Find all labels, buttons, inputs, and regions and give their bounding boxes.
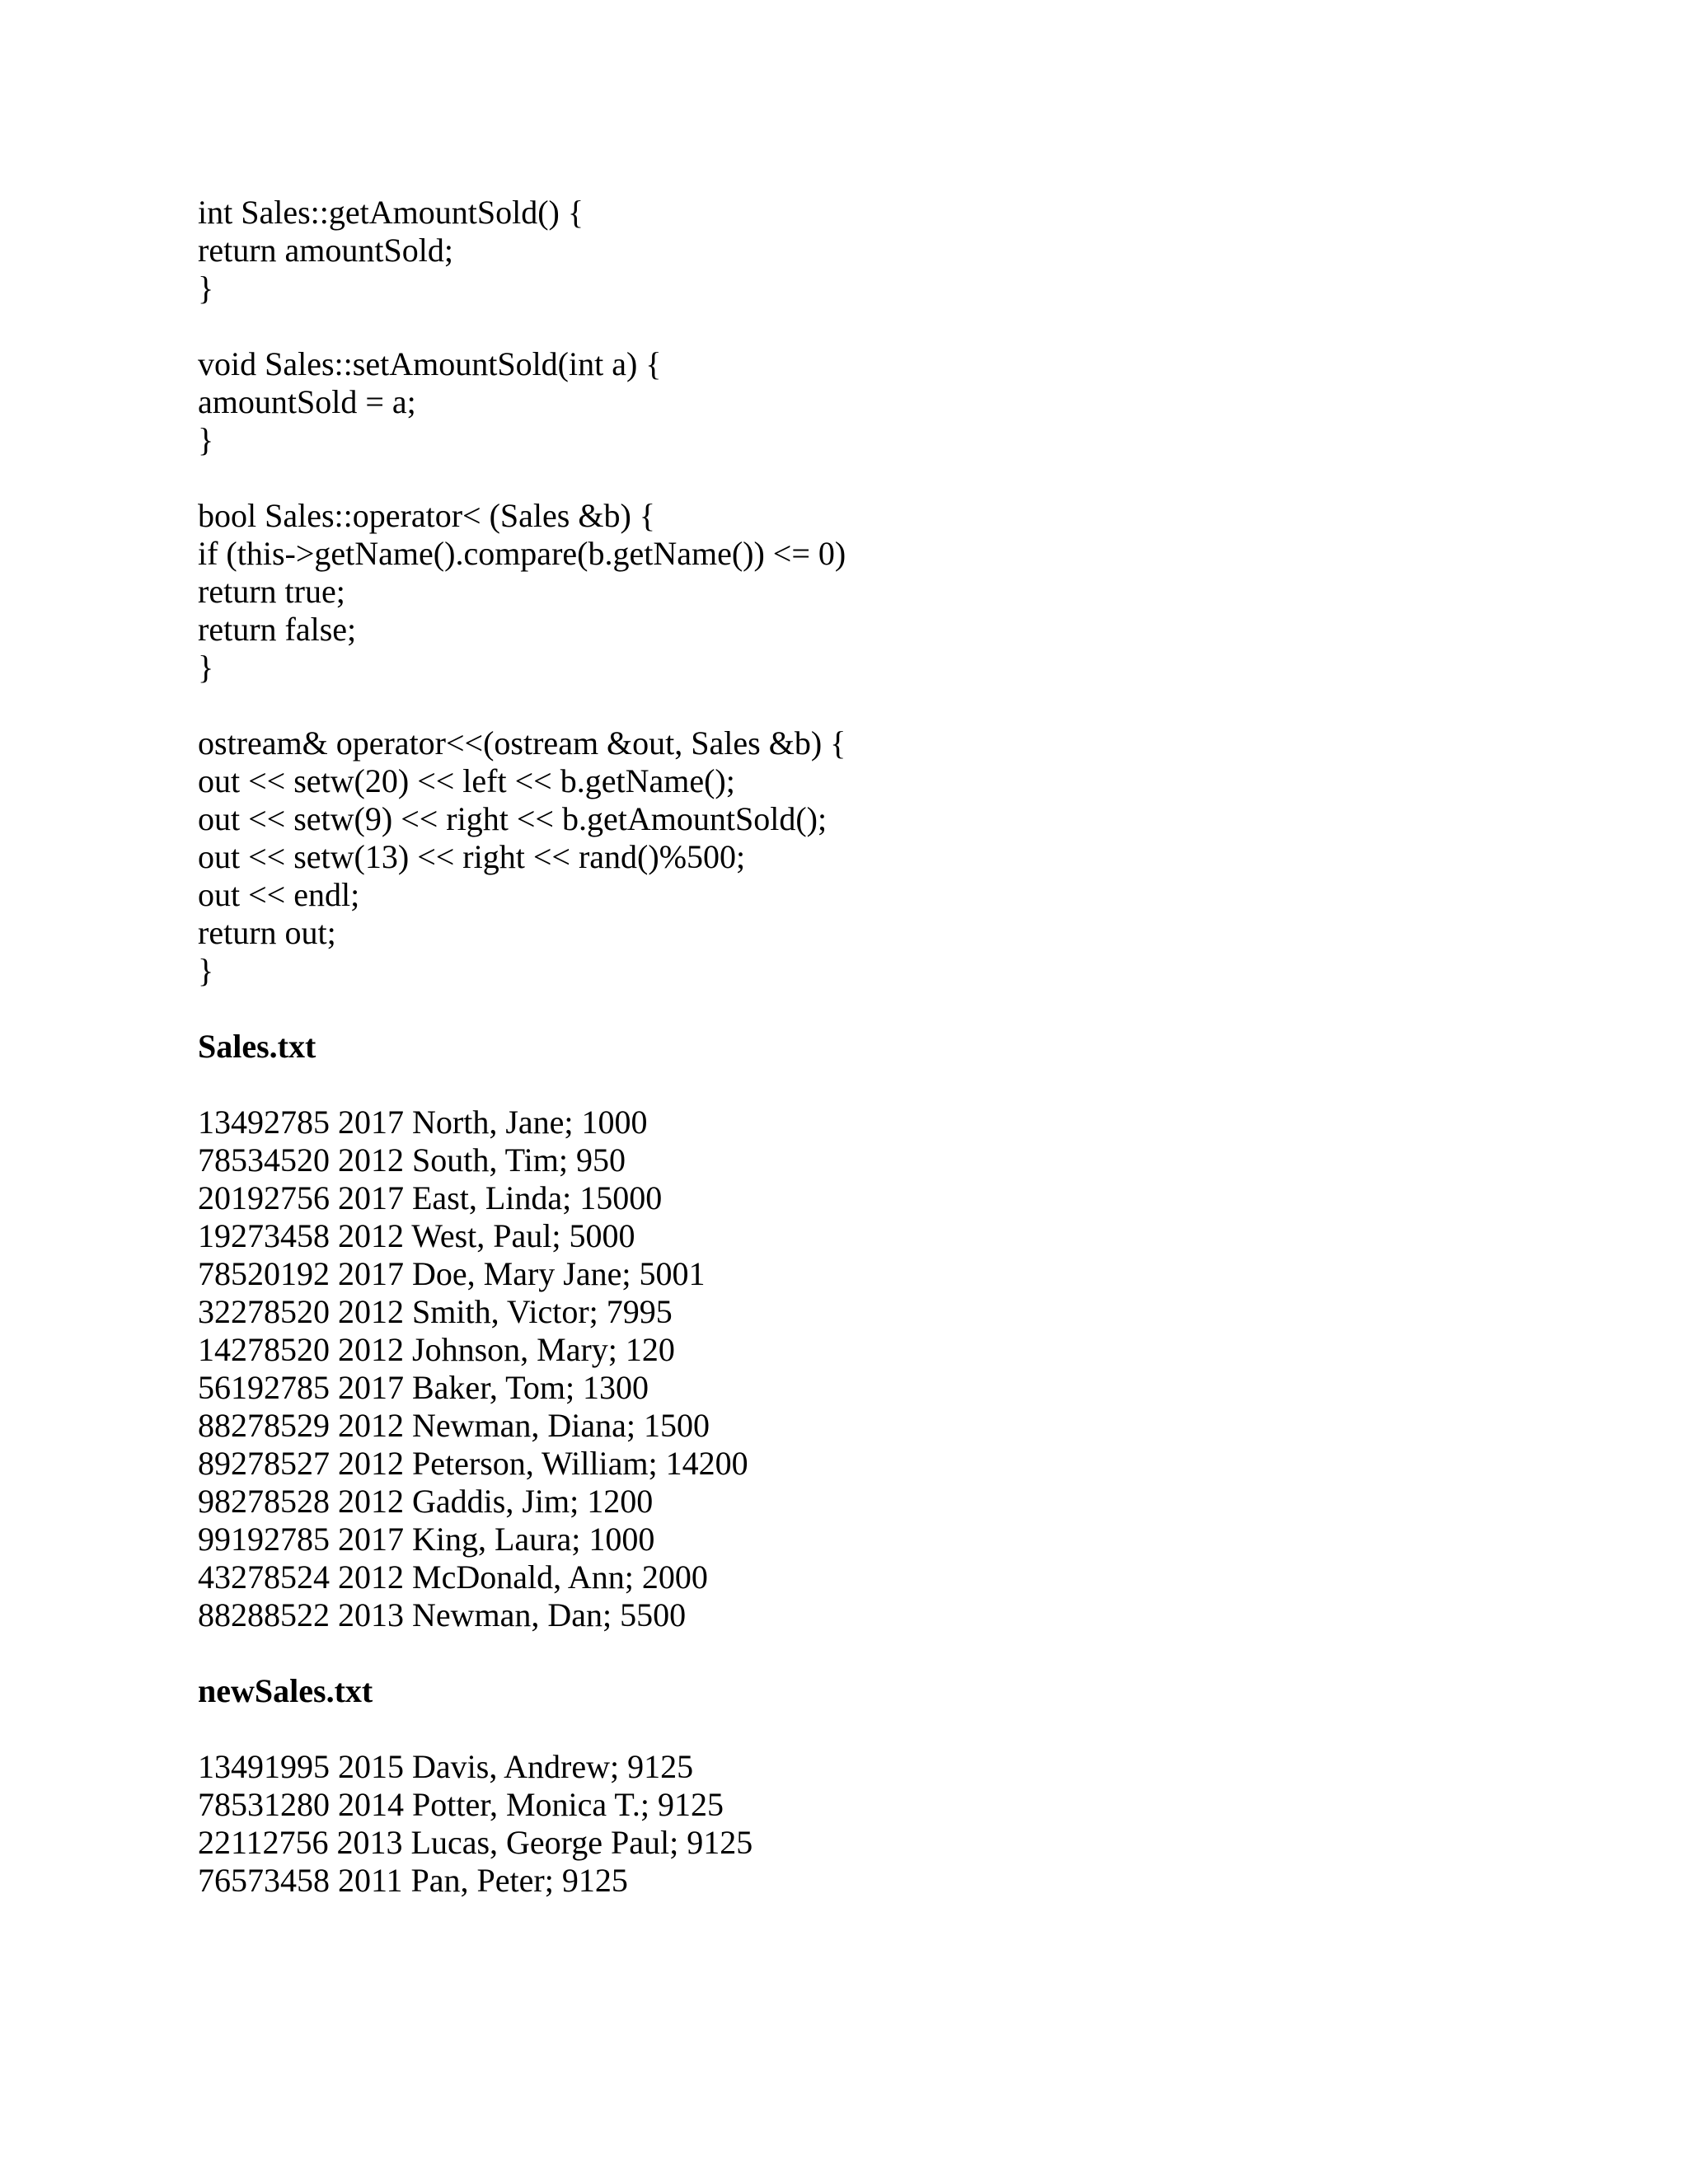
code-line: int Sales::getAmountSold() { [198, 194, 584, 231]
sales-record: 13492785 2017 North, Jane; 1000 [198, 1104, 648, 1141]
sales-record: 89278527 2012 Peterson, William; 14200 [198, 1445, 748, 1482]
code-line: return false; [198, 611, 357, 648]
code-line [198, 307, 1517, 345]
sales-record: 78534520 2012 South, Tim; 950 [198, 1141, 626, 1179]
spacer [198, 1066, 1517, 1104]
sales-file-listing [198, 1104, 1517, 1634]
spacer [198, 1710, 1517, 1748]
sales-record: 99192785 2017 King, Laura; 1000 [198, 1521, 655, 1558]
code-line [198, 459, 1517, 497]
code-line: bool Sales::operator< (Sales &b) { [198, 497, 655, 534]
sales-record: 88288522 2013 Newman, Dan; 5500 [198, 1596, 687, 1633]
code-line: return amountSold; [198, 232, 453, 269]
code-line: out << endl; [198, 876, 360, 913]
document-content [198, 194, 1517, 1900]
code-line: return true; [198, 573, 345, 610]
code-line: out << setw(13) << right << rand()%500; [198, 838, 746, 875]
code-line: return out; [198, 914, 336, 951]
spacer [198, 990, 1517, 1028]
new-sales-file-listing [198, 1748, 1517, 1900]
sales-record: 98278528 2012 Gaddis, Jim; 1200 [198, 1483, 654, 1520]
sales-record: 20192756 2017 East, Linda; 15000 [198, 1179, 663, 1216]
new-sales-record: 22112756 2013 Lucas, George Paul; 9125 [198, 1824, 753, 1861]
spacer [198, 1634, 1517, 1672]
new-sales-record: 78531280 2014 Potter, Monica T.; 9125 [198, 1786, 724, 1823]
code-line: ostream& operator<<(ostream &out, Sales &b) { [198, 724, 846, 762]
code-line: } [198, 649, 214, 686]
code-line: if (this->getName().compare(b.getName()) <= 0) [198, 535, 846, 572]
sales-record: 43278524 2012 McDonald, Ann; 2000 [198, 1558, 708, 1596]
sales-record: 14278520 2012 Johnson, Mary; 120 [198, 1331, 675, 1368]
new-sales-record: 13491995 2015 Davis, Andrew; 9125 [198, 1748, 694, 1785]
code-line: void Sales::setAmountSold(int a) { [198, 345, 662, 382]
code-line: } [198, 421, 214, 458]
new-sales-record: 76573458 2011 Pan, Peter; 9125 [198, 1862, 628, 1899]
code-line: out << setw(9) << right << b.getAmountSold(); [198, 800, 828, 837]
code-listing [198, 194, 1517, 990]
code-line: amountSold = a; [198, 383, 416, 420]
sales-record: 32278520 2012 Smith, Victor; 7995 [198, 1293, 673, 1330]
sales-record: 19273458 2012 West, Paul; 5000 [198, 1217, 635, 1254]
code-line: } [198, 952, 214, 989]
sales-record: 78520192 2017 Doe, Mary Jane; 5001 [198, 1255, 706, 1292]
sales-record: 88278529 2012 Newman, Diana; 1500 [198, 1407, 710, 1444]
new-sales-file-heading: newSales.txt [198, 1672, 373, 1709]
sales-file-heading: Sales.txt [198, 1028, 316, 1065]
code-line [198, 687, 1517, 724]
sales-record: 56192785 2017 Baker, Tom; 1300 [198, 1369, 649, 1406]
code-line: out << setw(20) << left << b.getName(); [198, 762, 735, 799]
code-line: } [198, 269, 214, 307]
